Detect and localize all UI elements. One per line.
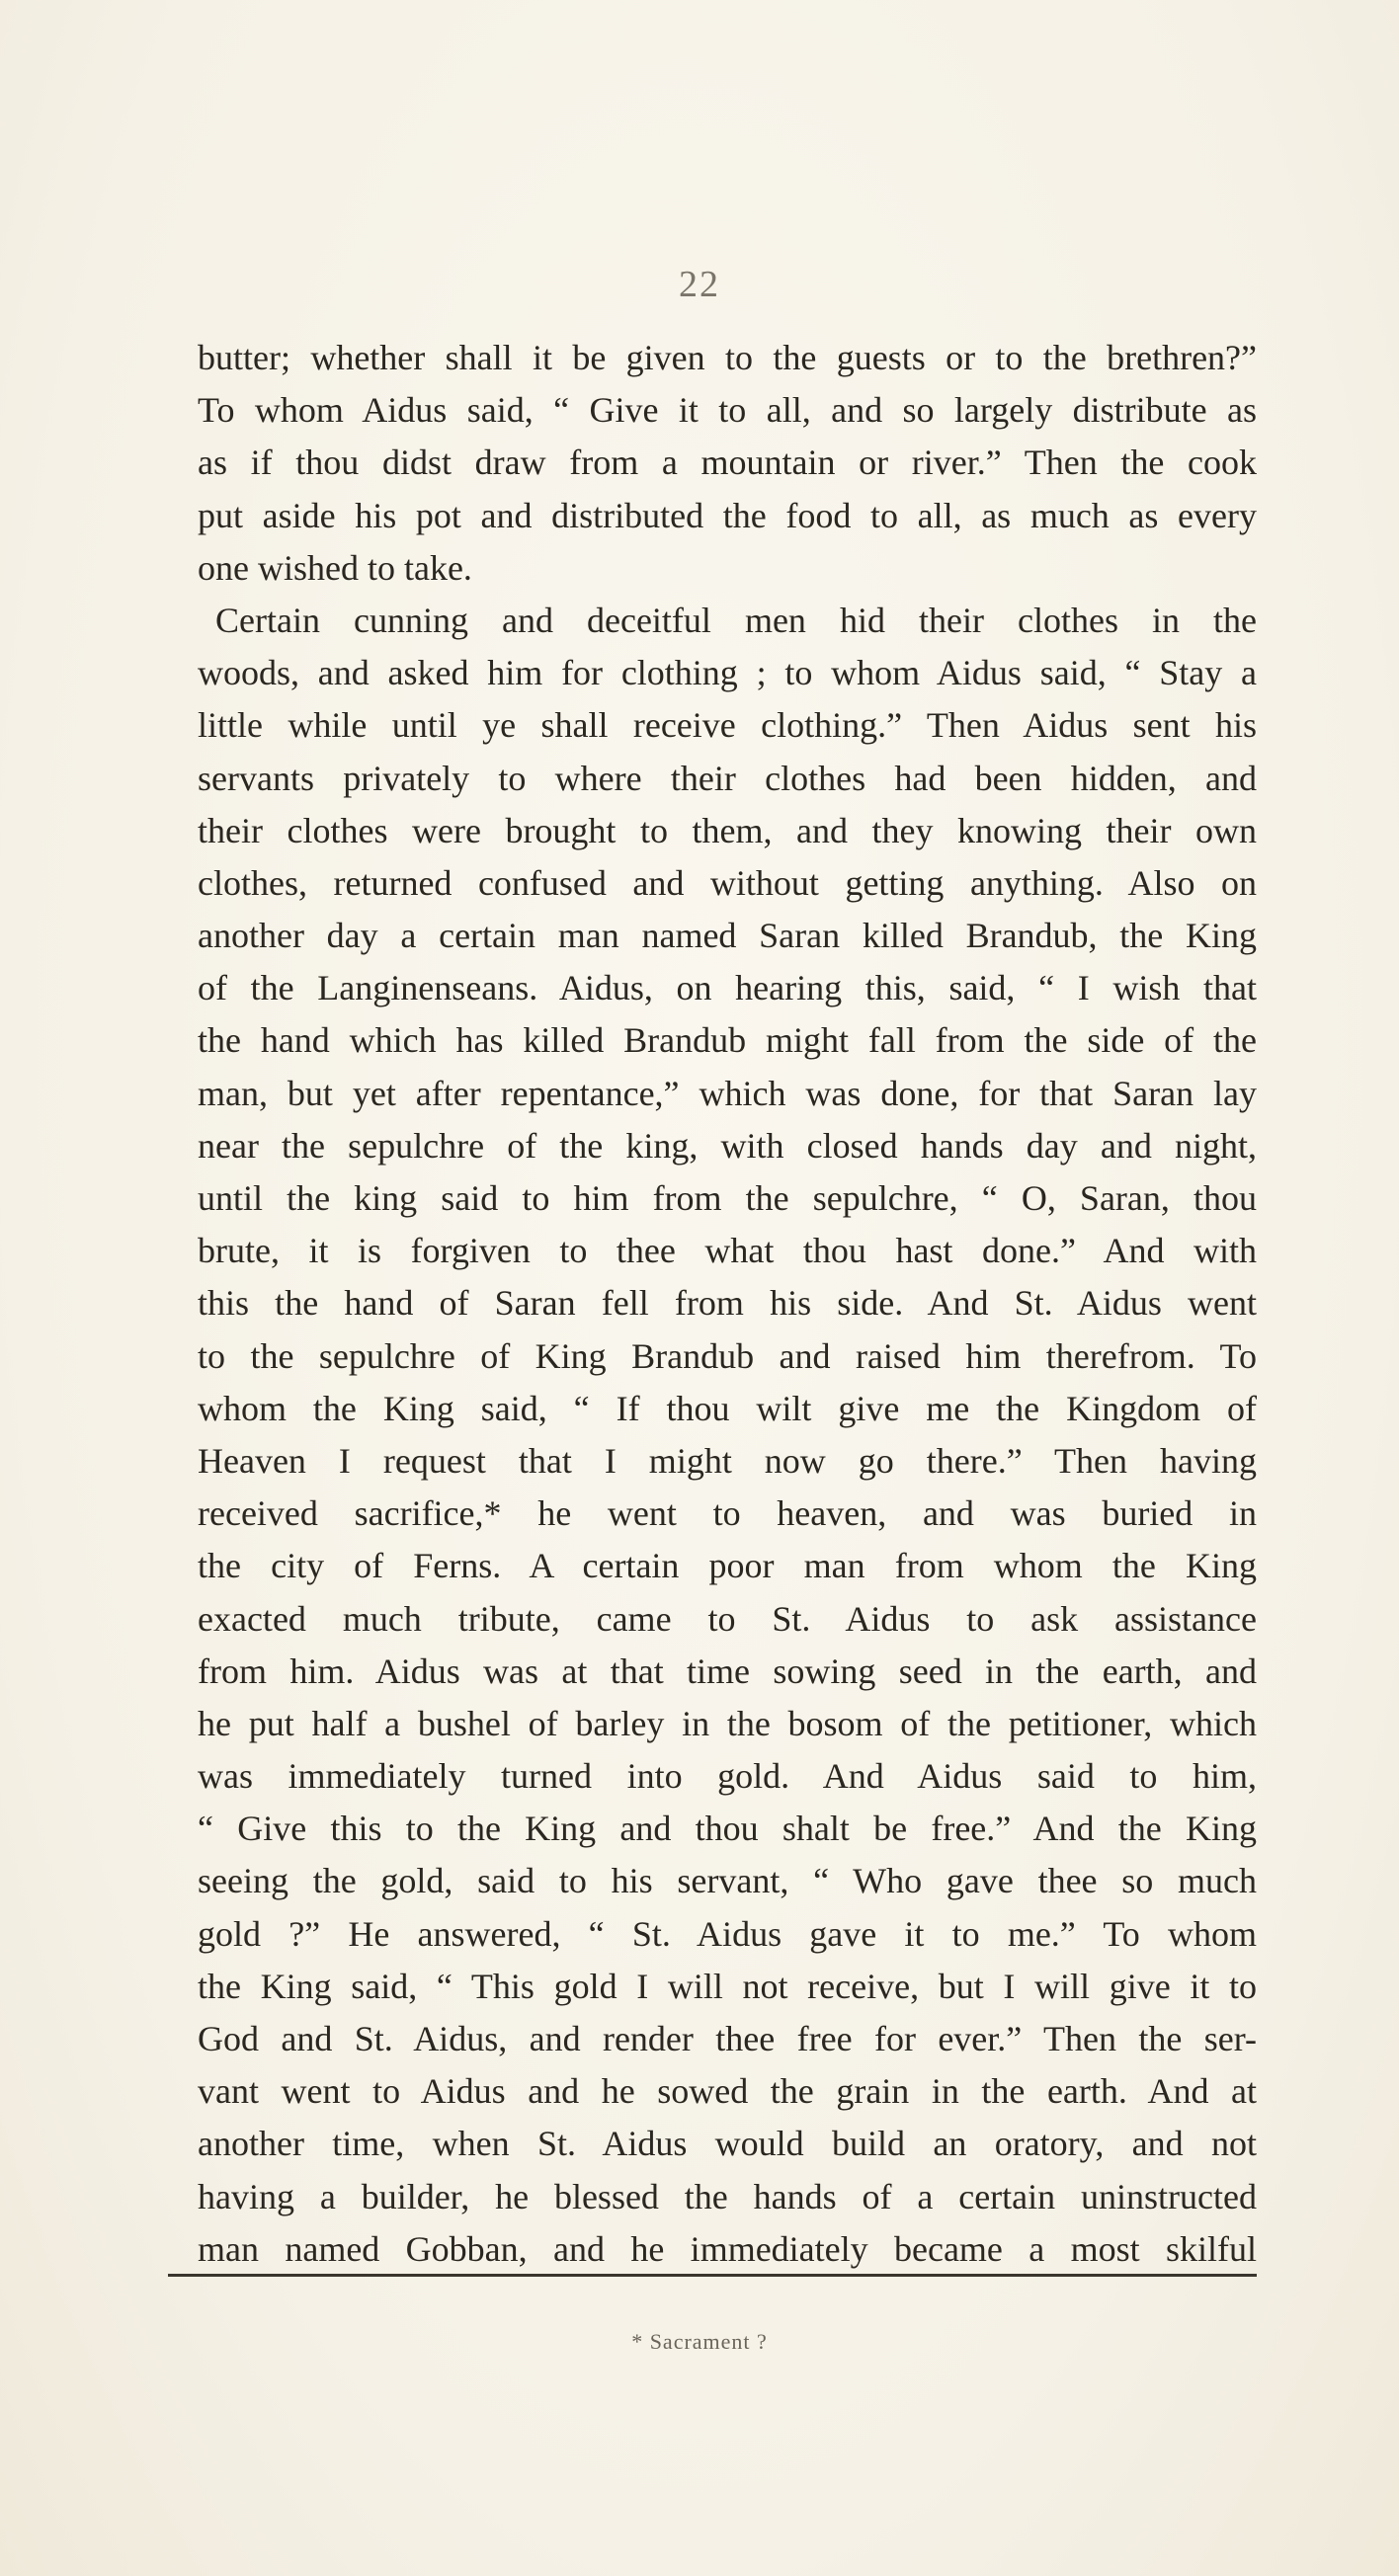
text-line: another time, when St. Aidus would build an oratory, and not	[198, 2124, 1257, 2164]
text-line: clothes, returned confused and without getting anything. Also on	[198, 862, 1257, 903]
text-line: the city of Ferns. A certain poor man from whom the King	[198, 1546, 1257, 1586]
text-line: butter; whether shall it be given to the guests or to the brethren?”	[198, 338, 1257, 377]
text-line: “ Give this to the King and thou shalt be free.” And the King	[198, 1809, 1257, 1849]
text-line: woods, and asked him for clothing ; to whom Aidus said, “ Stay a	[198, 653, 1257, 693]
text-line: the hand which has killed Brandub might fall from the side of the	[198, 1020, 1257, 1061]
text-line: To whom Aidus said, “ Give it to all, and so largely distribute as	[198, 390, 1257, 431]
body-text	[198, 332, 1257, 2276]
text-line: one wished to take.	[198, 547, 472, 588]
text-line: this the hand of Saran fell from his side. And St. Aidus went	[198, 1283, 1257, 1324]
text-line: until the king said to him from the sepulchre, “ O, Saran, thou	[198, 1178, 1257, 1218]
text-line: he put half a bushel of barley in the bosom of the petitioner, which	[198, 1703, 1257, 1743]
text-line: Certain cunning and deceitful men hid their clothes in the	[215, 600, 1257, 640]
text-line: to the sepulchre of King Brandub and raised him therefrom. To	[198, 1335, 1257, 1376]
text-line: Heaven I request that I might now go there.” Then having	[198, 1440, 1257, 1481]
text-line: their clothes were brought to them, and they knowing their own	[198, 810, 1257, 850]
text-line: brute, it is forgiven to thee what thou hast done.” And with	[198, 1231, 1257, 1271]
text-line: whom the King said, “ If thou wilt give me the Kingdom of	[198, 1388, 1257, 1428]
text-line: of the Langinenseans. Aidus, on hearing this, said, “ I wish that	[198, 968, 1257, 1008]
text-line: vant went to Aidus and he sowed the grain in the earth. And at	[198, 2071, 1257, 2112]
text-line: another day a certain man named Saran killed Brandub, the King	[198, 916, 1257, 956]
text-line: man named Gobban, and he immediately became a most skilful	[198, 2228, 1257, 2269]
text-line: having a builder, he blessed the hands of a certain uninstructed	[198, 2176, 1257, 2216]
text-line: seeing the gold, said to his servant, “ Who gave thee so much	[198, 1861, 1257, 1901]
page-number: 22	[679, 264, 720, 305]
text-line: exacted much tribute, came to St. Aidus to ask assistance	[198, 1598, 1257, 1639]
text-line: as if thou didst draw from a mountain or river.” Then the cook	[198, 443, 1257, 483]
text-line: was immediately turned into gold. And Aidus said to him,	[198, 1756, 1257, 1797]
footnote: * Sacrament ?	[631, 2329, 768, 2354]
text-line: near the sepulchre of the king, with closed hands day and night,	[198, 1125, 1257, 1166]
text-line: put aside his pot and distributed the food to all, as much as every	[198, 495, 1257, 535]
text-line: gold ?” He answered, “ St. Aidus gave it to me.” To whom	[198, 1913, 1257, 1954]
text-line: little while until ye shall receive clothing.” Then Aidus sent his	[198, 705, 1257, 746]
text-line: man, but yet after repentance,” which was done, for that Saran lay	[198, 1073, 1257, 1113]
text-line: received sacrifice,* he went to heaven, and was buried in	[198, 1493, 1257, 1534]
text-line: servants privately to where their clothes had been hidden, and	[198, 758, 1257, 798]
footnote-rule	[168, 2274, 1257, 2277]
text-line: from him. Aidus was at that time sowing seed in the earth, and	[198, 1650, 1257, 1691]
text-line: God and St. Aidus, and render thee free for ever.” Then the ser-	[198, 2019, 1257, 2058]
text-line: the King said, “ This gold I will not receive, but I will give it to	[198, 1966, 1257, 2006]
